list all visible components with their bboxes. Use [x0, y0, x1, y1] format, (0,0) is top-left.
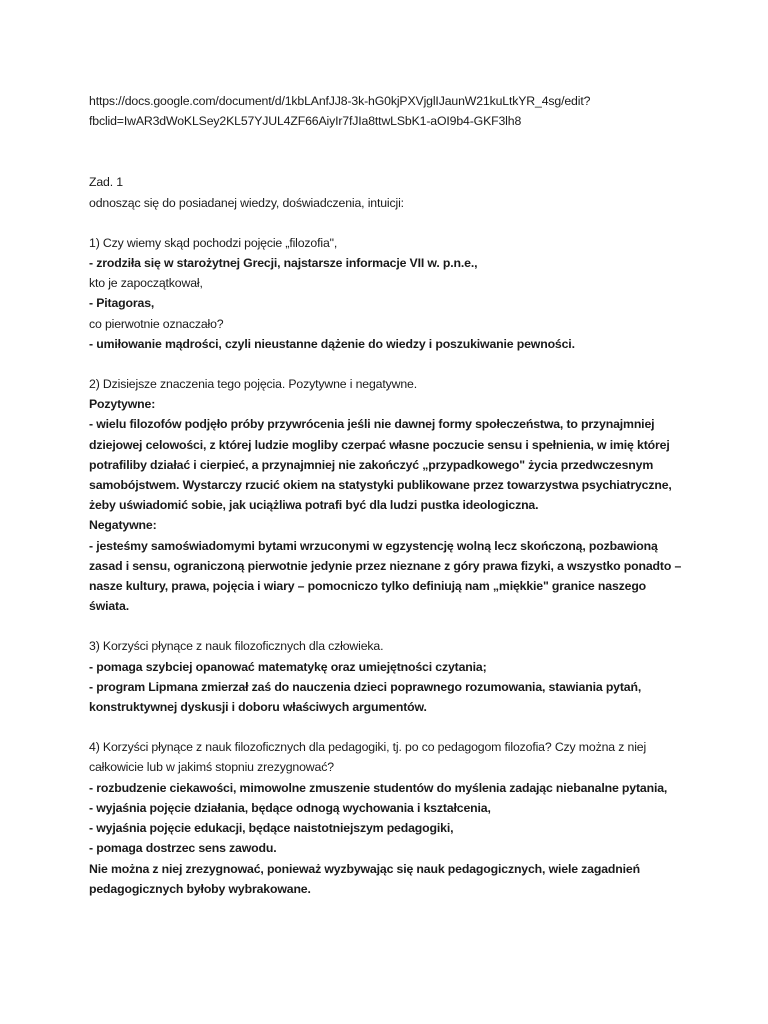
q2-positive-line: samobójstwem. Wystarczy rzucić okiem na statystyki publikowane przez towarzystwa psychiatryczne,	[89, 478, 672, 493]
q1-sub-question-2: co pierwotnie oznaczało?	[89, 316, 224, 331]
q4-answer-line: - pomaga dostrzec sens zawodu.	[89, 841, 277, 856]
q4-question-line: całkowicie lub w jakimś stopniu zrezygnować?	[89, 760, 334, 775]
spacer	[89, 717, 689, 737]
q2-negative-line: zasad i sensu, ograniczoną pierwotnie jedynie przez nieznane z góry prawa fizyki, a wszystko ponadto –	[89, 558, 682, 573]
url-line-1: https://docs.google.com/document/d/1kbLAnfJJ8-3k-hG0kjPXVjglIJaunW21kuLtkYR_4sg/edit?	[89, 94, 591, 108]
q1-question: 1) Czy wiemy skąd pochodzi pojęcie „filozofia",	[89, 235, 338, 250]
q2-positive-label: Pozytywne:	[89, 397, 156, 412]
task-intro: odnosząc się do posiadanej wiedzy, doświadczenia, intuicji:	[89, 195, 404, 210]
task-title: Zad. 1	[89, 175, 123, 190]
q2-positive-line: dziejowej celowości, z której ludzie mogliby czerpać własne poczucie sensu i spełnienia, w imię której	[89, 437, 670, 452]
q3-answer-line: - program Lipmana zmierzał zaś do nauczenia dzieci poprawnego rozumowania, stawiania pytań,	[89, 679, 642, 694]
q4-answer-line: pedagogicznych byłoby wybrakowane.	[89, 881, 311, 896]
q2-positive-line: - wielu filozofów podjęło próby przywrócenia jeśli nie dawnej formy społeczeństwa, to przynajmniej	[89, 417, 655, 432]
q4-answer-line: - wyjaśnia pojęcie działania, będące odnogą wychowania i kształcenia,	[89, 800, 491, 815]
q3-answer-line: konstruktywnej dyskusji i doboru właściwych argumentów.	[89, 700, 427, 715]
spacer	[89, 616, 689, 636]
q2-negative-line: - jesteśmy samoświadomymi bytami wrzuconymi w egzystencję wolną lecz skończoną, pozbawioną	[89, 538, 658, 553]
q2-negative-line: nasze kultury, prawa, pojęcia i wiary – pomocniczo tylko definiują nam „miękkie" granice naszego	[89, 579, 647, 594]
q2-question: 2) Dzisiejsze znaczenia tego pojęcia. Pozytywne i negatywne.	[89, 377, 417, 392]
spacer	[89, 131, 689, 172]
q4-answer-line: - wyjaśnia pojęcie edukacji, będące naistotniejszym pedagogiki,	[89, 821, 454, 836]
q2-negative-label: Negatywne:	[89, 518, 157, 533]
document-body	[89, 91, 689, 899]
q1-sub-question-1: kto je zapoczątkował,	[89, 276, 203, 291]
q3-answer-line: - pomaga szybciej opanować matematykę oraz umiejętności czytania;	[89, 659, 487, 674]
q3-question: 3) Korzyści płynące z nauk filozoficznych dla człowieka.	[89, 639, 384, 654]
q1-answer-2: - Pitagoras,	[89, 296, 155, 311]
q4-answer-line: Nie można z niej zrezygnować, ponieważ wyzbywając się nauk pedagogicznych, wiele zagadnień	[89, 861, 640, 876]
url-line-2: fbclid=IwAR3dWoKLSey2KL57YJUL4ZF66AiyIr7fJIa8ttwLSbK1-aOI9b4-GKF3lh8	[89, 114, 522, 129]
spacer	[89, 354, 689, 374]
q4-question-line: 4) Korzyści płynące z nauk filozoficznych dla pedagogiki, tj. po co pedagogom filozofia? Czy można z niej	[89, 740, 647, 755]
spacer	[89, 213, 689, 233]
q1-answer-1: - zrodziła się w starożytnej Grecji, najstarsze informacje VII w. p.n.e.,	[89, 256, 478, 271]
q4-answer-line: - rozbudzenie ciekawości, mimowolne zmuszenie studentów do myślenia zadając niebanalne pytania,	[89, 780, 668, 795]
q2-positive-line: żeby uświadomić sobie, jak uciążliwa potrafi być dla ludzi pustka ideologiczna.	[89, 498, 539, 513]
q1-answer-3: - umiłowanie mądrości, czyli nieustanne dążenie do wiedzy i poszukiwanie pewności.	[89, 336, 575, 351]
q2-positive-line: potrafiliby działać i cierpieć, a przynajmniej nie zakończyć „przypadkowego" życia przedwczesnym	[89, 457, 654, 472]
q2-negative-line: świata.	[89, 599, 129, 614]
